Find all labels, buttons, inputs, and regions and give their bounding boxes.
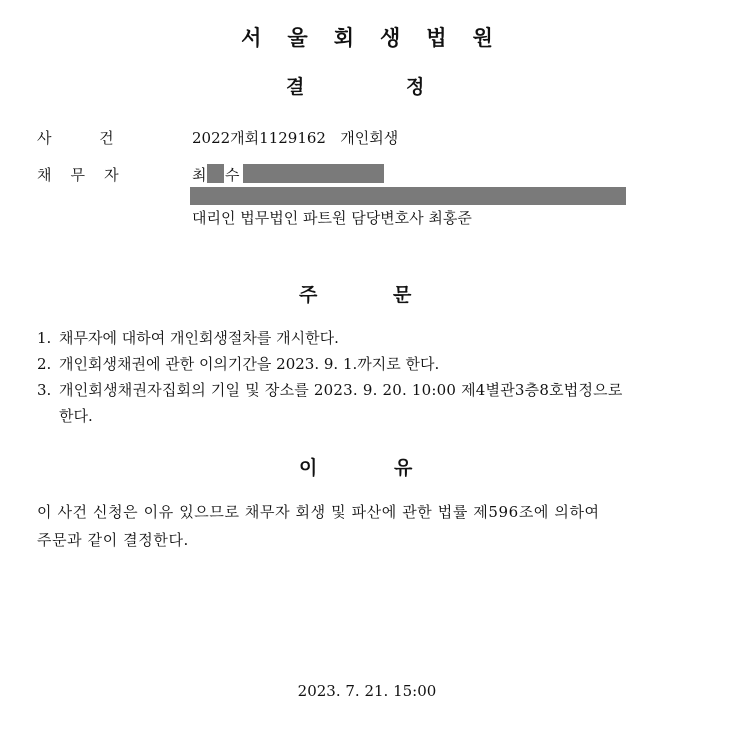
- redaction-box: [207, 164, 224, 183]
- order-heading-char-2: 문: [393, 284, 412, 306]
- doc-type-char-1: 결: [286, 76, 305, 98]
- order-item-number: 3.: [37, 381, 52, 399]
- reason-heading-char-1: 이: [299, 457, 318, 479]
- reason-line-1: 이 사건 신청은 이유 있으므로 채무자 회생 및 파산에 관한 법률 제596조에 의하여: [37, 503, 600, 521]
- order-item-continuation: 한다.: [59, 407, 93, 425]
- debtor-name-second: 수: [225, 166, 240, 184]
- doc-type-char-2: 정: [406, 76, 425, 98]
- order-item: [37, 327, 339, 348]
- agent-line: 대리인 법무법인 파트원 담당변호사 최홍준: [192, 209, 472, 227]
- debtor-label: 채 무 자: [37, 166, 119, 184]
- order-item: [37, 379, 623, 400]
- reason-heading-char-2: 유: [394, 457, 413, 479]
- order-item-text: 개인회생채권에 관한 이의기간을 2023. 9. 1.까지로 한다.: [59, 355, 440, 373]
- debtor-name-first: 최: [192, 166, 207, 184]
- order-item-number: 2.: [37, 355, 52, 373]
- order-item-text: 개인회생채권자집회의 기일 및 장소를 2023. 9. 20. 10:00 제4별관3층8호법정으로: [59, 381, 623, 399]
- decision-date: 2023. 7. 21. 15:00: [297, 682, 437, 700]
- order-item-number: 1.: [37, 329, 52, 347]
- reason-line-2: 주문과 같이 결정한다.: [37, 531, 189, 549]
- redaction-box: [190, 187, 626, 205]
- order-item: [37, 353, 439, 374]
- redaction-box: [243, 164, 384, 183]
- order-heading-char-1: 주: [299, 284, 318, 306]
- case-label: 사 건: [37, 129, 114, 147]
- case-value: 2022개회1129162 개인회생: [192, 129, 399, 147]
- order-item-text: 채무자에 대하여 개인회생절차를 개시한다.: [59, 329, 339, 347]
- court-name: 서울회생법원: [241, 26, 519, 50]
